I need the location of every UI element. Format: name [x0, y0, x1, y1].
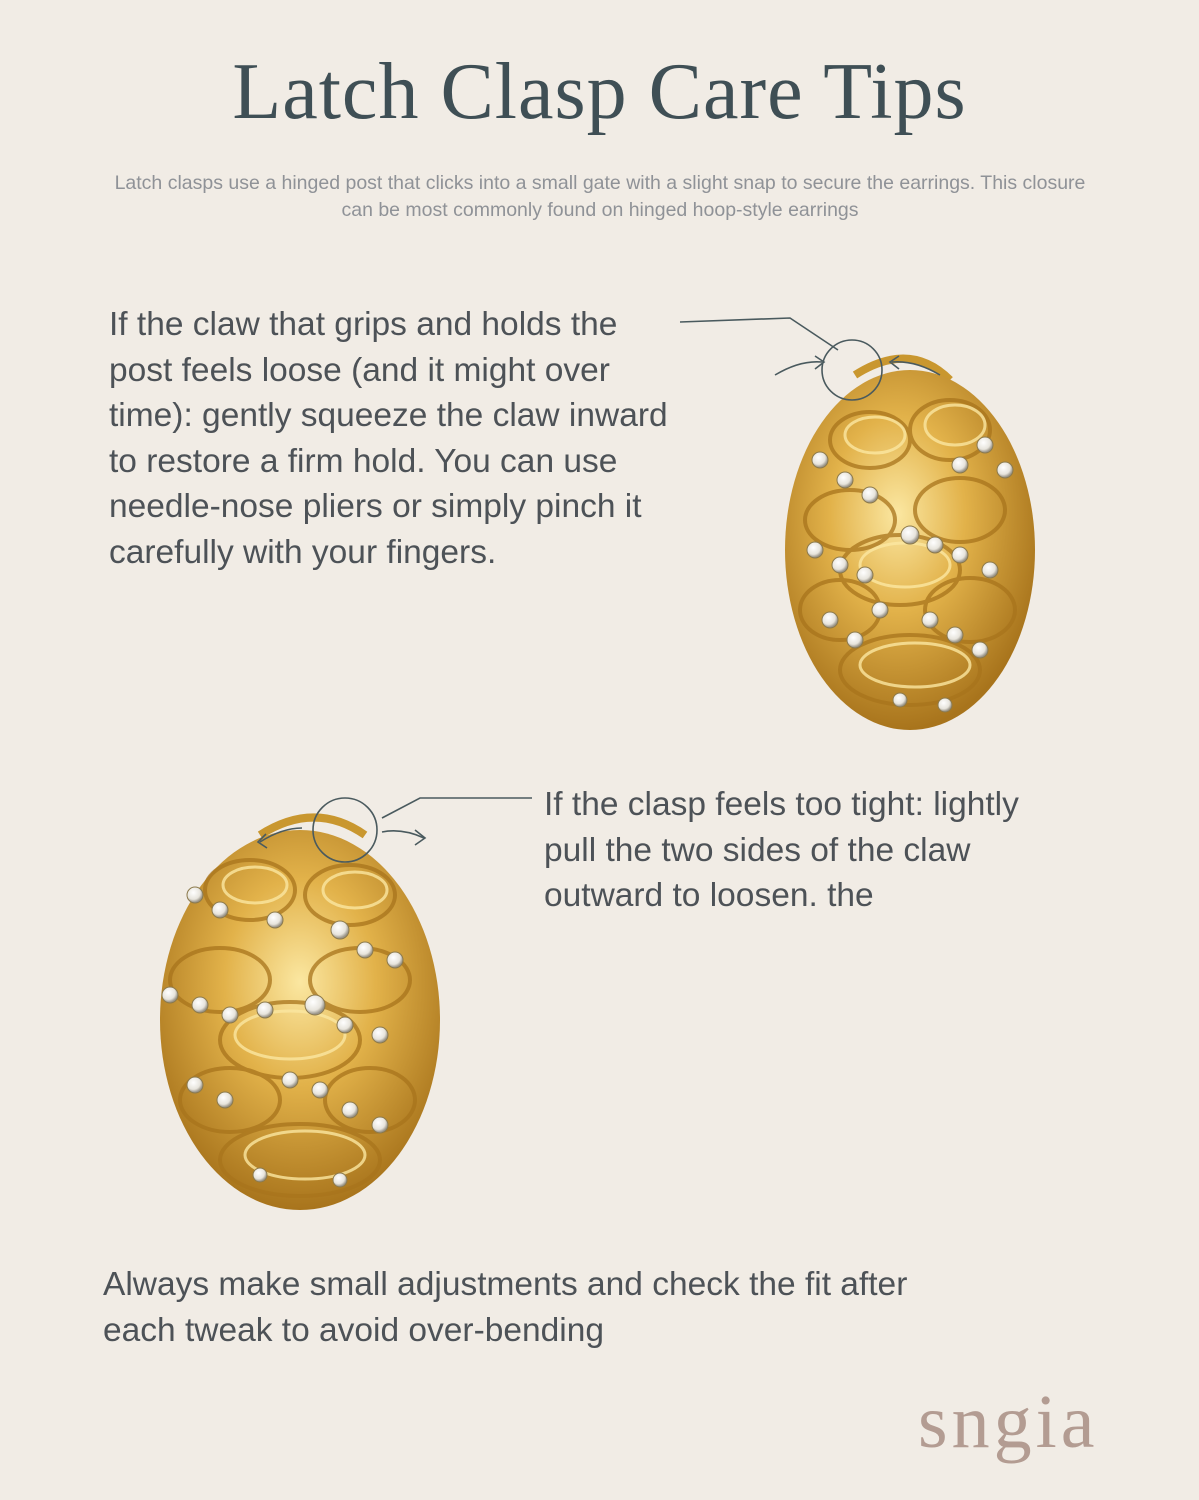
tip-loose-claw: If the claw that grips and holds the post feels loose (and it might over time): gently squeeze the claw inward to restore a firm hold. You can use needle-nose pliers or simply pinch it carefully with your fingers. [109, 306, 668, 571]
earring-top-image [760, 320, 1060, 740]
tip-small-adjustments: Always make small adjustments and check the fit after each tweak to avoid over-bending [103, 1266, 908, 1349]
intro-text: Latch clasps use a hinged post that clicks into a small gate with a slight snap to secure the earrings. This closure can be most commonly found on hinged hoop-style earrings [114, 172, 1086, 221]
tip-tight-clasp: If the clasp feels too tight: lightly pull the two sides of the claw outward to loosen. the [544, 786, 1019, 914]
brand-logo: sngia [918, 1380, 1099, 1464]
page-title: Latch Clasp Care Tips [232, 48, 967, 136]
earring-bottom-image [140, 780, 460, 1220]
